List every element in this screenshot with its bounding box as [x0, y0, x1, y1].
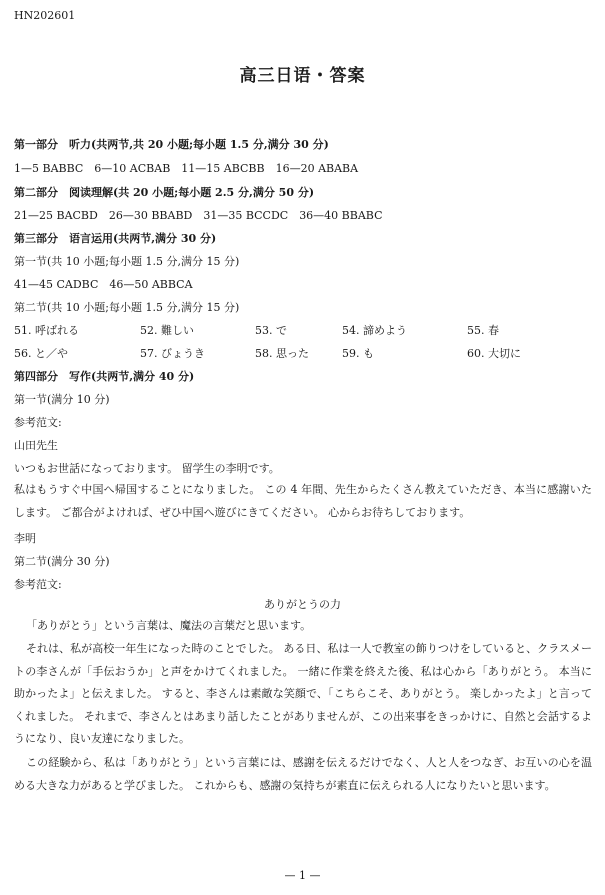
part3-heading: 第三部分 语言运用(共两节,满分 30 分): [14, 232, 217, 245]
part4-section2-heading: 第二节(满分 30 分): [14, 555, 110, 568]
part3-section2-heading: 第二节(共 10 小题;每小题 1.5 分,满分 15 分): [14, 301, 240, 314]
letter-salutation: 山田先生: [14, 439, 58, 452]
essay-title: ありがとうの力: [264, 598, 341, 611]
part1-heading: 第一部分 听力(共两节,共 20 小题;每小题 1.5 分,满分 30 分): [14, 138, 329, 151]
part3-section1-answers: 41—45 CADBC 46—50 ABBCA: [14, 278, 193, 291]
page-title: 高三日语・答案: [239, 66, 366, 86]
vocab-answer: 60. 大切に: [467, 347, 521, 360]
document-code: HN202601: [14, 9, 76, 22]
vocab-answer: 59. も: [342, 347, 374, 360]
part3-section1-heading: 第一节(共 10 小题;每小题 1.5 分,满分 15 分): [14, 255, 240, 268]
essay-paragraph: この経験から、私は「ありがとう」という言葉には、感謝を伝えるだけでなく、人と人をつなぎ、お互いの心を温める大きな力があると学びました。 これからも、感謝の気持ちが素直に伝えられる人になりたいと思います。: [14, 756, 592, 792]
part4-heading: 第四部分 写作(共两节,满分 40 分): [14, 370, 195, 383]
letter-paragraph: いつもお世話になっております。 留学生の李明です。: [14, 462, 280, 475]
vocab-answer: 56. と／や: [14, 347, 68, 360]
part4-section1-heading: 第一节(满分 10 分): [14, 393, 110, 406]
vocab-answer: 57. びょうき: [140, 347, 205, 360]
vocab-answer: 53. で: [255, 324, 287, 337]
vocab-answer-row: [14, 345, 594, 361]
letter-signature: 李明: [14, 532, 36, 545]
sample-label: 参考范文:: [14, 578, 62, 591]
essay-paragraph: 「ありがとう」という言葉は、魔法の言葉だと思います。: [26, 619, 312, 632]
vocab-answer: 55. 春: [467, 324, 499, 337]
vocab-answer: 58. 思った: [255, 347, 309, 360]
letter-paragraph: 私はもうすぐ中国へ帰国することになりました。 この 4 年間、先生からたくさん教えていただき、本当に感謝いたします。 ご都合がよければ、ぜひ中国へ遊びにきてください。 心からお待ちしております。: [14, 483, 592, 519]
part2-answers: 21—25 BACBD 26—30 BBABD 31—35 BCCDC 36—40 BBABC: [14, 209, 383, 222]
sample-label: 参考范文:: [14, 416, 62, 429]
essay-paragraph: それは、私が高校一年生になった時のことでした。 ある日、私は一人で教室の飾りつけをしていると、クラスメートの李さんが「手伝おうか」と声をかけてくれました。 一緒に作業を終えた後、私は心から「ありがとう。 本当に助かったよ」と伝えました。 すると、李さんは素敵な笑顔で、「こちらこそ、ありがとう。 楽しかったよ」と言ってくれました。 それまで、李さんとはあまり話したことがありませんが、この出来事をきっかけに、自然と会話するようになり、良い友達になりました。: [14, 642, 592, 745]
vocab-answer: 51. 呼ばれる: [14, 324, 79, 337]
part1-answers: 1—5 BABBC 6—10 ACBAB 11—15 ABCBB 16—20 ABABA: [14, 162, 359, 175]
vocab-answer: 52. 難しい: [140, 324, 194, 337]
page-number: — 1 —: [284, 869, 321, 882]
vocab-answer: 54. 諦めよう: [342, 324, 407, 337]
part2-heading: 第二部分 阅读理解(共 20 小题;每小题 2.5 分,满分 50 分): [14, 186, 315, 199]
vocab-answer-row: [14, 322, 594, 338]
